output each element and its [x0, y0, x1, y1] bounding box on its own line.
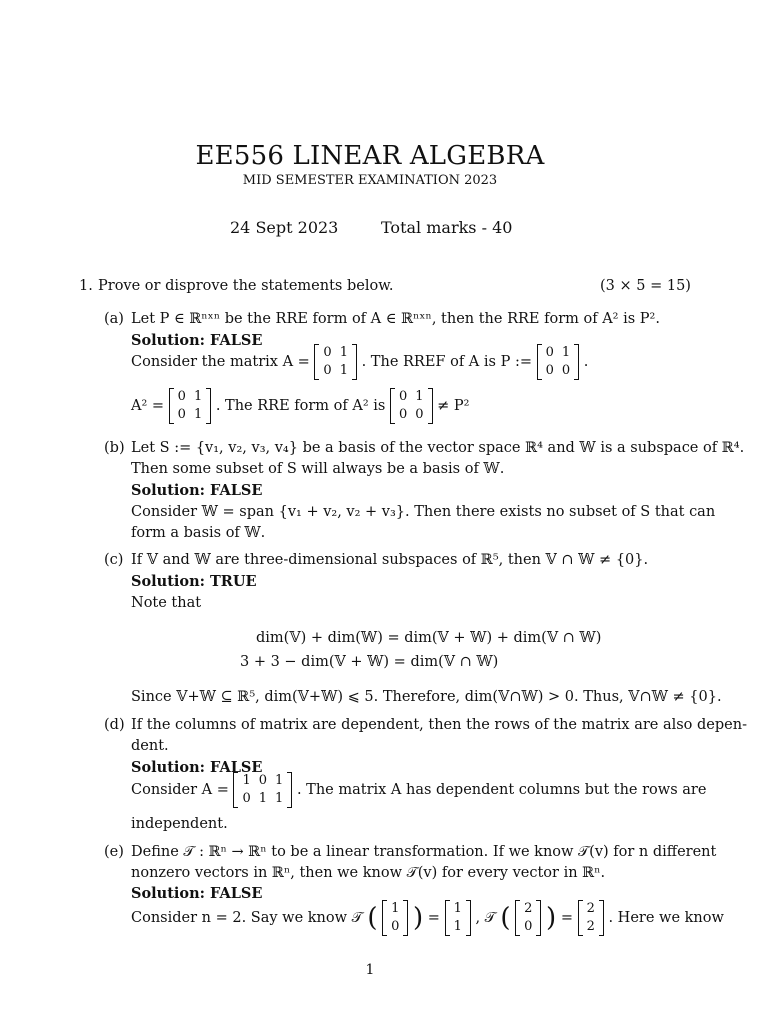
part-d-line4: independent.: [131, 816, 228, 832]
part-a-line2-end: ≠ P²: [437, 397, 470, 414]
vector-e1: 1 0: [382, 900, 408, 936]
part-a-line1-end: .: [583, 353, 589, 370]
part-e-line3-end: . Here we know: [608, 909, 724, 926]
equals-sign: =: [427, 909, 440, 926]
part-c-equation-2: 3 + 3 − dim(𝕍 + 𝕎) = dim(𝕍 ∩ 𝕎): [240, 654, 499, 670]
paren-open-2: (: [500, 903, 511, 933]
exam-date: 24 Sept 2023: [230, 218, 339, 237]
part-e-line3-pre: Consider n = 2. Say we know 𝒯: [131, 909, 363, 926]
part-a-line1: [131, 344, 588, 380]
equals-sign-2: =: [560, 909, 573, 926]
paren-close: ): [413, 903, 424, 933]
vector-t-e1: 1 1: [445, 900, 471, 936]
part-e-line1: Define 𝒯 : ℝⁿ → ℝⁿ to be a linear transformation. If we know 𝒯(v) for n different: [131, 844, 717, 860]
comma-t: , 𝒯: [475, 909, 496, 926]
matrix-p: 0 1 0 0: [537, 344, 580, 380]
part-c-conclusion: Since 𝕍+𝕎 ⊆ ℝ⁵, dim(𝕍+𝕎) ⩽ 5. Therefore, dim(𝕍∩𝕎) > 0. Thus, 𝕍∩𝕎 ≠ {0}.: [131, 689, 722, 705]
part-e-solution: Solution: FALSE: [131, 885, 263, 902]
part-c-statement: If 𝕍 and 𝕎 are three-dimensional subspaces of ℝ⁵, then 𝕍 ∩ 𝕎 ≠ {0}.: [131, 552, 649, 568]
part-c-equation-1: dim(𝕍) + dim(𝕎) = dim(𝕍 + 𝕎) + dim(𝕍 ∩ 𝕎): [256, 630, 602, 646]
part-a-line1-pre: Consider the matrix A =: [131, 353, 310, 370]
exam-subtitle: MID SEMESTER EXAMINATION 2023: [242, 173, 498, 188]
part-b-label: (b): [104, 440, 125, 456]
matrix-a: 0 1 0 1: [314, 344, 357, 380]
part-c-note: Note that: [131, 595, 202, 611]
page-number: 1: [365, 962, 375, 978]
part-a-statement: Let P ∈ ℝⁿˣⁿ be the RRE form of A ∈ ℝⁿˣⁿ, then the RRE form of A² is P².: [131, 311, 660, 327]
part-a-line2: [131, 388, 469, 424]
part-d-solution: Solution: FALSE: [131, 759, 263, 776]
part-e-line2: nonzero vectors in ℝⁿ, then we know 𝒯(v) for every vector in ℝⁿ.: [131, 865, 606, 881]
part-b-solution: Solution: FALSE: [131, 482, 263, 499]
paren-close-2: ): [546, 903, 557, 933]
part-b-line1: Let S := {v₁, v₂, v₃, v₄} be a basis of the vector space ℝ⁴ and 𝕎 is a subspace of ℝ⁴.: [131, 440, 745, 456]
exam-title: EE556 LINEAR ALGEBRA: [195, 141, 545, 171]
part-d-line1: If the columns of matrix are dependent, then the rows of the matrix are also depen-: [131, 717, 747, 733]
vector-e2: 2 0: [515, 900, 541, 936]
part-e-label: (e): [104, 844, 124, 860]
part-d-line3-post: . The matrix A has dependent columns but the rows are: [296, 781, 707, 798]
part-a-solution: Solution: FALSE: [131, 332, 263, 349]
part-a-line2-pre: A² =: [131, 397, 165, 414]
part-a-line2-mid: . The RRE form of A² is: [215, 397, 386, 414]
part-b-line2: Then some subset of S will always be a basis of 𝕎.: [131, 461, 505, 477]
part-d-label: (d): [104, 717, 125, 733]
matrix-d: 1 0 1 0 1 1: [233, 772, 292, 808]
question-number: 1.: [79, 278, 93, 294]
matrix-a-squared: 0 1 0 1: [169, 388, 212, 424]
part-a-label: (a): [104, 311, 124, 327]
question-marks: (3 × 5 = 15): [600, 278, 691, 294]
part-c-label: (c): [104, 552, 124, 568]
question-prompt: Prove or disprove the statements below.: [98, 278, 394, 294]
part-b-line3: Consider 𝕎 = span {v₁ + v₂, v₂ + v₃}. Then there exists no subset of S that can: [131, 504, 716, 520]
part-d-line3: [131, 772, 706, 808]
vector-t-e2: 2 2: [578, 900, 604, 936]
matrix-rre-a-squared: 0 1 0 0: [390, 388, 433, 424]
total-marks: Total marks - 40: [381, 218, 513, 237]
part-b-line4: form a basis of 𝕎.: [131, 525, 266, 541]
part-d-line2: dent.: [131, 738, 169, 754]
paren-open: (: [367, 903, 378, 933]
part-d-line3-pre: Consider A =: [131, 781, 229, 798]
part-c-solution: Solution: TRUE: [131, 573, 257, 590]
part-a-line1-mid: . The RREF of A is P :=: [361, 353, 532, 370]
part-e-line3: [131, 898, 724, 938]
